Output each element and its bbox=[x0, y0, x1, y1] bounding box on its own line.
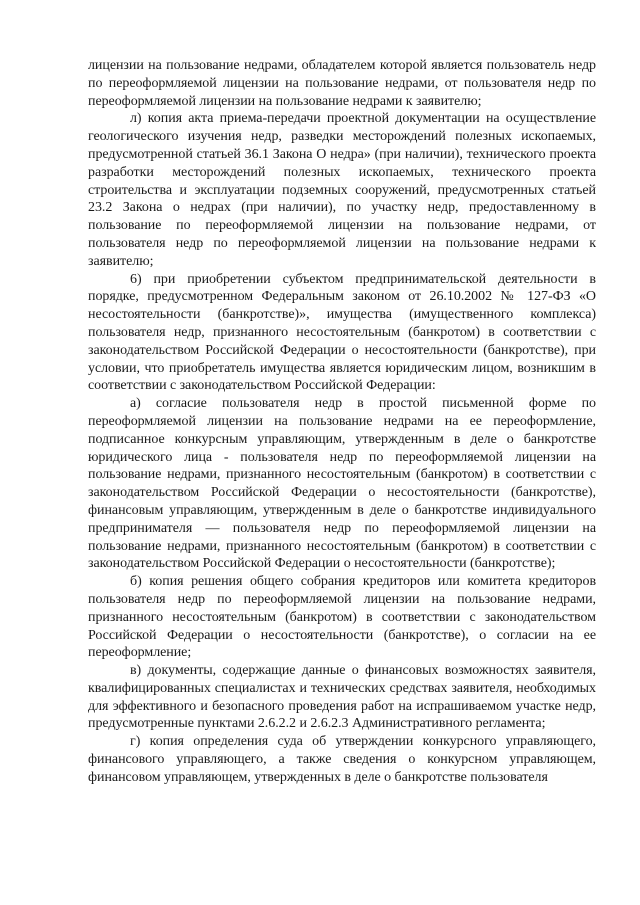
paragraph-item-6: 6) при приобретении субъектом предпринимательской деятельности в порядке, предусмотренном Федеральным законом от 26.10.2002 № 127-ФЗ «О несостоятельности (банкротстве)», имущества (имущественного комплекса) пользователя недр, признанного несостоятельным (банкротом) в соответствии с законодательством Российской Федерации о несостоятельности (банкротстве), при условии, что приобретатель имущества является юридическим лицом, возникшим в соответствии с законодательством Российской Федерации: bbox=[88, 271, 596, 394]
paragraph-subitem-b: б) копия решения общего собрания кредиторов или комитета кредиторов пользователя недр по переоформляемой лицензии на пользование недрами, признанного несостоятельным (банкротом) в соответствии с законодательством Российской Федерации о несостоятельности (банкротстве), о согласии на ее переоформление; bbox=[88, 574, 596, 661]
paragraph-subitem-g: г) копия определения суда об утверждении конкурсного управляющего, финансового управляющего, а также сведения о конкурсном управляющем, финансовом управляющем, утвержденных в деле о банкротстве пользователя bbox=[88, 734, 596, 785]
document-body bbox=[88, 57, 596, 787]
paragraph-item-l: л) копия акта приема-передачи проектной документации на осуществление геологического изучения недр, разведки месторождений полезных ископаемых, предусмотренной статьей 36.1 Закона О недра» (при наличии), технического проекта разработки месторождений полезных ископаемых, технического проекта строительства и эксплуатации подземных сооружений, предусмотренных статьей 23.2 Закона о недрах (при наличии), по участку недр, предоставленному в пользование по переоформляемой лицензии на пользование недрами, от пользователя недр по переоформляемой лицензии на пользование недрами к заявителю; bbox=[88, 111, 596, 269]
paragraph-subitem-a: а) согласие пользователя недр в простой письменной форме по переоформляемой лицензии на пользование недрами на ее переоформление, подписанное конкурсным управляющим, утвержденным в деле о банкротстве юридического лица - пользователя недр по переоформляемой лицензии на пользование недрами, признанного несостоятельным (банкротом) в соответствии с законодательством Российской Федерации о несостоятельности (банкротстве), финансовым управляющим, утвержденным в деле о банкротстве индивидуального предпринимателя — пользователя недр по переоформляемой лицензии на пользование недрами, признанного несостоятельным (банкротом) в соответствии с законодательством Российской Федерации о несостоятельности (банкротстве); bbox=[88, 396, 596, 572]
paragraph-subitem-v: в) документы, содержащие данные о финансовых возможностях заявителя, квалифицированных специалистах и технических средствах заявителя, необходимых для эффективного и безопасного проведения работ на испрашиваемом участке недр, предусмотренные пунктами 2.6.2.2 и 2.6.2.3 Административного регламента; bbox=[88, 663, 596, 732]
paragraph-continuation: лицензии на пользование недрами, обладателем которой является пользователь недр по переоформляемой лицензии на пользование недрами, от пользователя недр по переоформляемой лицензии на пользование недрами к заявителю; bbox=[88, 58, 596, 109]
